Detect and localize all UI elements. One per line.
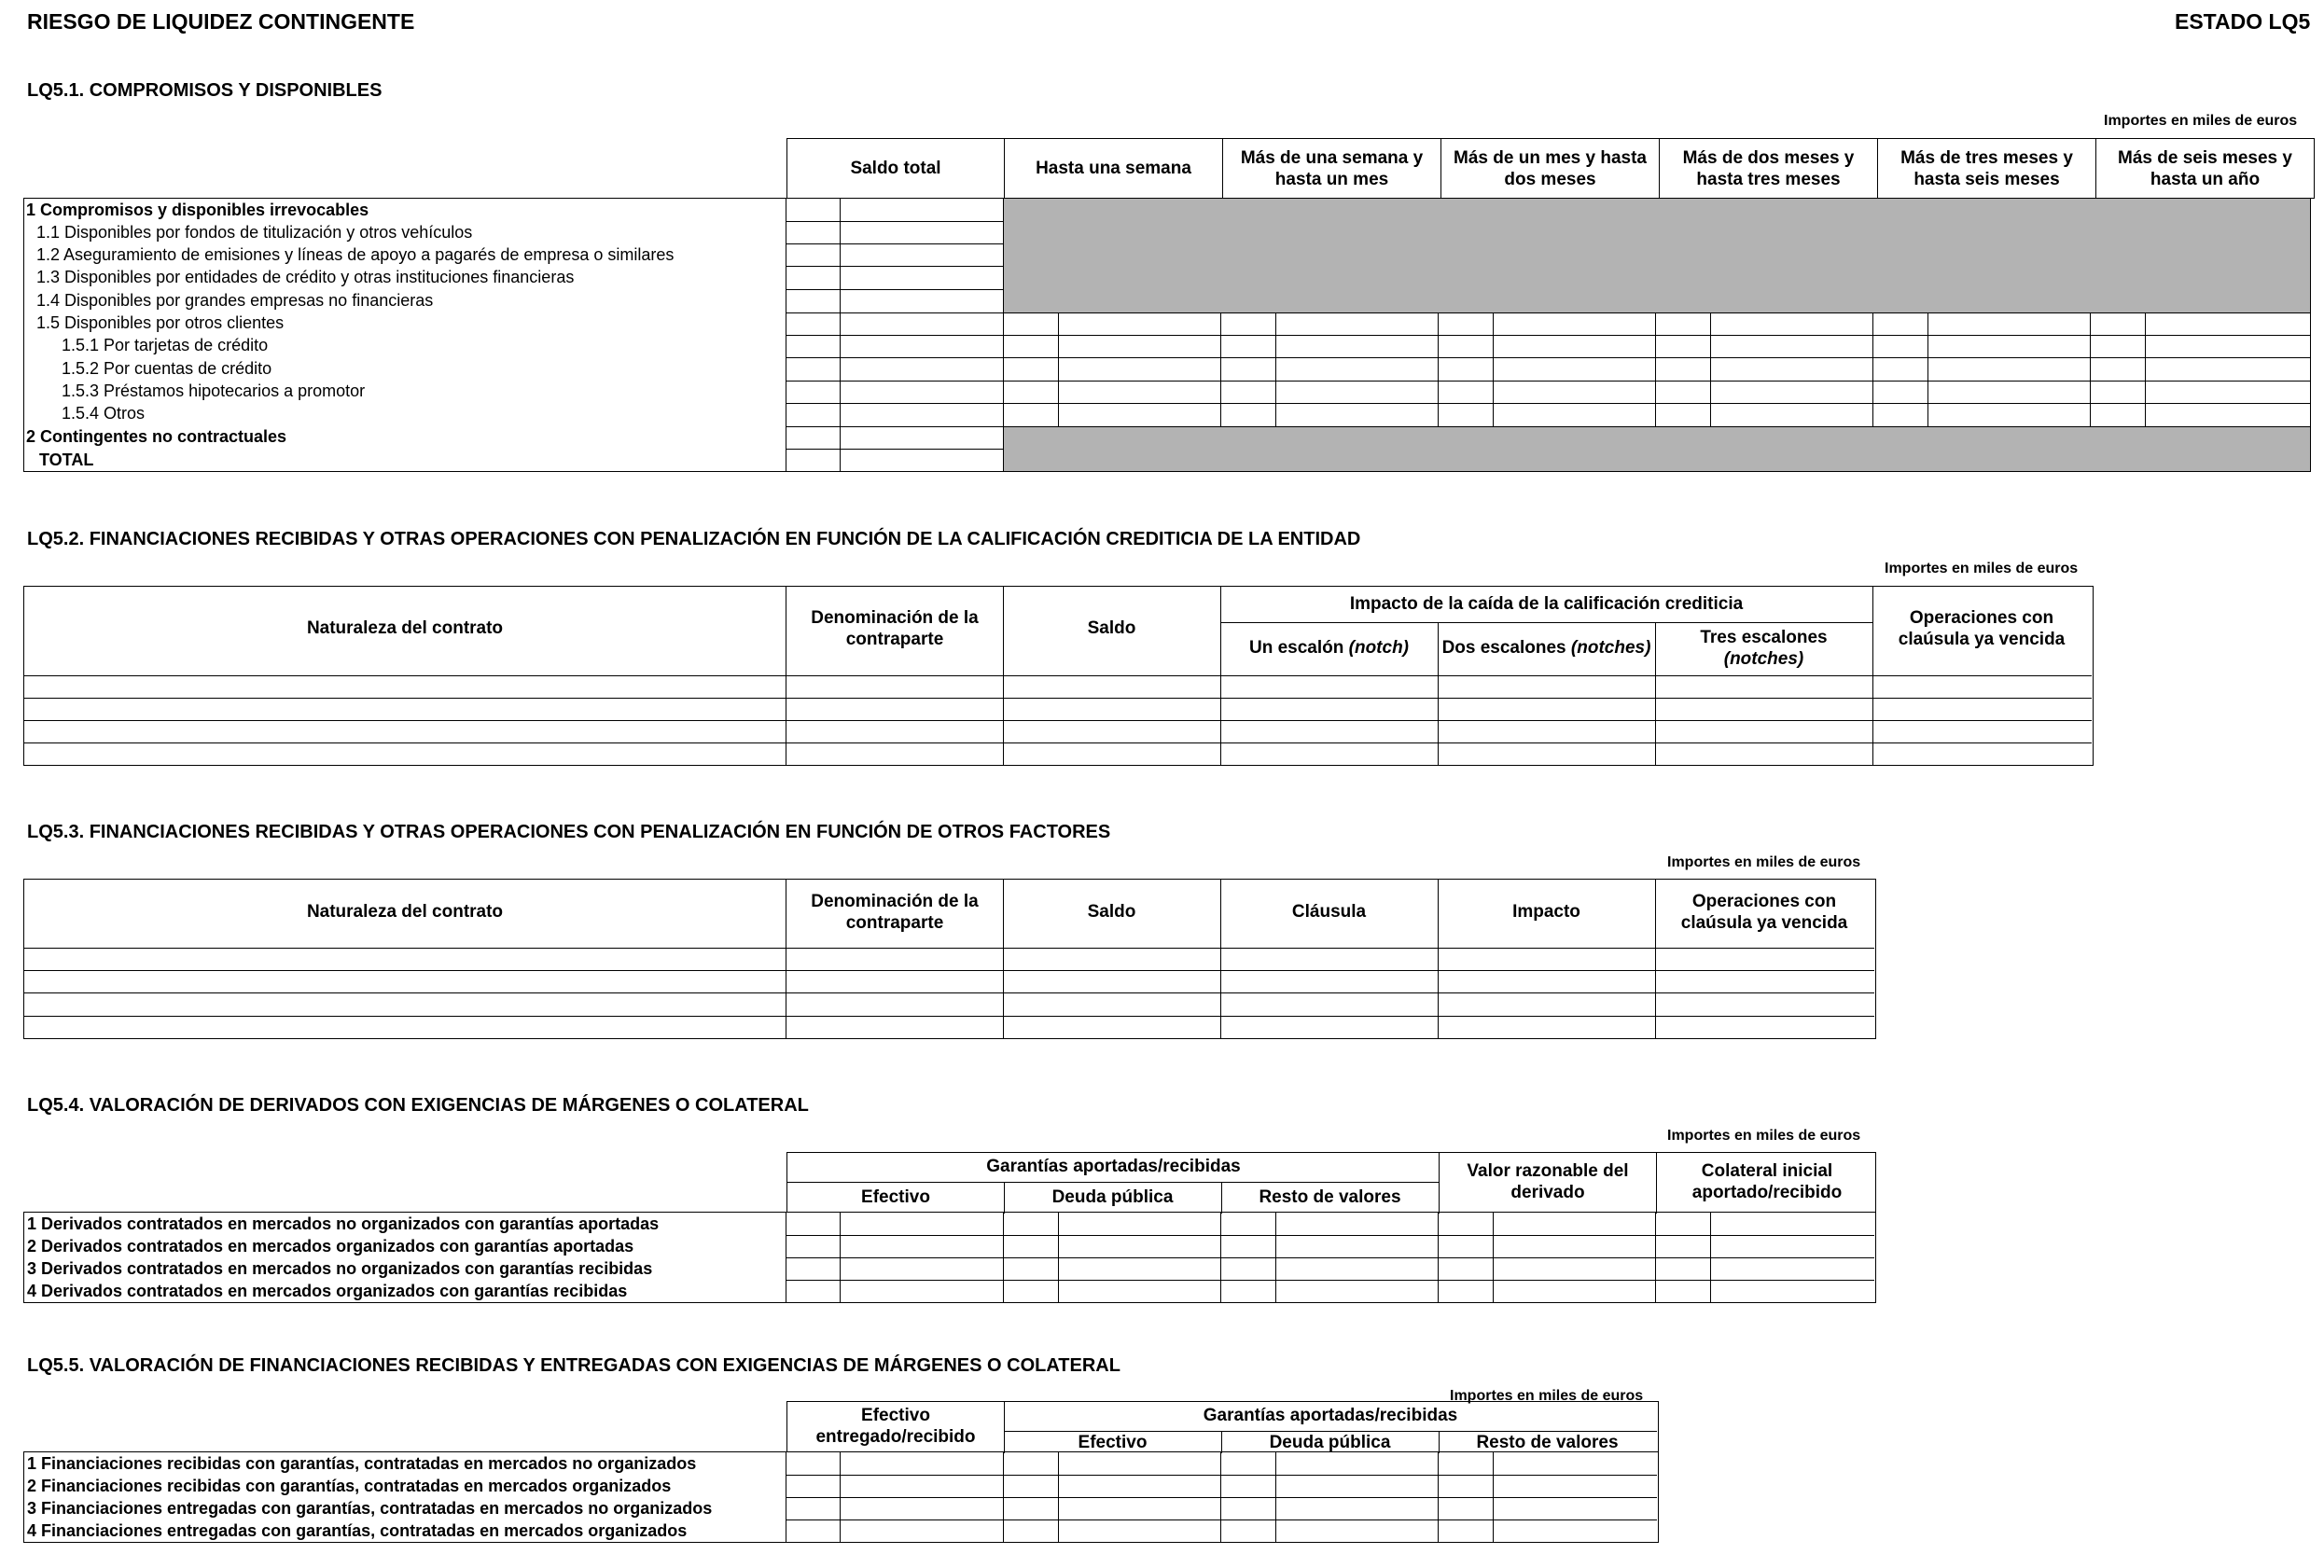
lq52-units: Importes en miles de euros bbox=[1885, 561, 2079, 576]
row-1-5-4: 1.5.4 Otros bbox=[62, 404, 146, 423]
lq55-header bbox=[786, 1401, 1659, 1452]
row-total: TOTAL bbox=[39, 451, 94, 469]
col-valor-razonable: Valor razonable del derivado bbox=[1467, 1161, 1629, 1202]
gray-area-bottom bbox=[1004, 426, 2310, 471]
lq54-header bbox=[786, 1152, 1876, 1213]
col-dos-tres: Más de dos meses y hasta tres meses bbox=[1660, 139, 1878, 199]
lq55-row-1: 1 Financiaciones recibidas con garantías, contratadas en mercados no organizados bbox=[27, 1454, 697, 1473]
lq55-body bbox=[23, 1451, 1659, 1543]
lq52-table bbox=[23, 586, 2094, 766]
row-1-5-2: 1.5.2 Por cuentas de crédito bbox=[62, 359, 272, 378]
col-deuda: Deuda pública bbox=[1269, 1433, 1391, 1452]
lq55-units: Importes en miles de euros bbox=[1450, 1388, 1644, 1404]
col-impacto: Impacto bbox=[1512, 902, 1580, 922]
col-seis-ano: Más de seis meses y hasta un año bbox=[2096, 139, 2315, 199]
col-dos-escalones: Dos escalones (notches) bbox=[1441, 638, 1651, 658]
col-denominacion: Denominación de la contraparte bbox=[811, 608, 979, 649]
lq54-row-4: 4 Derivados contratados en mercados organizados con garantías recibidas bbox=[27, 1282, 628, 1300]
col-efectivo-entregado: Efectivo entregado/recibido bbox=[815, 1406, 976, 1447]
col-deuda: Deuda pública bbox=[1051, 1187, 1174, 1207]
lq54-title: LQ5.4. VALORACIÓN DE DERIVADOS CON EXIGENCIAS DE MÁRGENES O COLATERAL bbox=[27, 1095, 809, 1116]
col-vencida: Operaciones con claúsula ya vencida bbox=[1898, 608, 2066, 649]
row-1-1: 1.1 Disponibles por fondos de titulización y otros vehículos bbox=[36, 223, 473, 242]
col-efectivo: Efectivo bbox=[861, 1187, 930, 1207]
row-1-3: 1.3 Disponibles por entidades de crédito y otras instituciones financieras bbox=[36, 268, 575, 286]
row-1: 1 Compromisos y disponibles irrevocables bbox=[26, 201, 369, 219]
lq55-title: LQ5.5. VALORACIÓN DE FINANCIACIONES RECIBIDAS Y ENTREGADAS CON EXIGENCIAS DE MÁRGENES O COLATERAL bbox=[27, 1355, 1120, 1376]
col-mes-dos: Más de un mes y hasta dos meses bbox=[1441, 139, 1660, 199]
col-resto: Resto de valores bbox=[1259, 1187, 1401, 1207]
lq55-row-4: 4 Financiaciones entregadas con garantías, contratadas en mercados organizados bbox=[27, 1521, 688, 1540]
lq55-row-3: 3 Financiaciones entregadas con garantías, contratadas en mercados no organizados bbox=[27, 1499, 713, 1518]
lq53-units: Importes en miles de euros bbox=[1667, 854, 1861, 870]
col-saldo-total: Saldo total bbox=[787, 139, 1005, 199]
lq52-title: LQ5.2. FINANCIACIONES RECIBIDAS Y OTRAS OPERACIONES CON PENALIZACIÓN EN FUNCIÓN DE LA CALIFICACIÓN CREDITICIA DE LA ENTIDAD bbox=[27, 529, 1361, 549]
col-hasta-semana: Hasta una semana bbox=[1005, 139, 1223, 199]
lq54-row-1: 1 Derivados contratados en mercados no organizados con garantías aportadas bbox=[27, 1214, 660, 1233]
col-impacto: Impacto de la caída de la calificación crediticia bbox=[1349, 594, 1744, 614]
lq54-row-3: 3 Derivados contratados en mercados no organizados con garantías recibidas bbox=[27, 1259, 653, 1278]
lq53-title: LQ5.3. FINANCIACIONES RECIBIDAS Y OTRAS OPERACIONES CON PENALIZACIÓN EN FUNCIÓN DE OTROS FACTORES bbox=[27, 822, 1111, 842]
col-naturaleza: Naturaleza del contrato bbox=[306, 902, 504, 922]
col-vencida: Operaciones con claúsula ya vencida bbox=[1680, 892, 1848, 933]
row-1-5-1: 1.5.1 Por tarjetas de crédito bbox=[62, 336, 269, 354]
col-colateral: Colateral inicial aportado/recibido bbox=[1691, 1161, 1843, 1202]
row-2: 2 Contingentes no contractuales bbox=[26, 427, 287, 446]
col-saldo: Saldo bbox=[1087, 618, 1136, 638]
lq51-title: LQ5.1. COMPROMISOS Y DISPONIBLES bbox=[27, 80, 383, 101]
row-1-4: 1.4 Disponibles por grandes empresas no financieras bbox=[36, 291, 434, 310]
col-clausula: Cláusula bbox=[1291, 902, 1367, 922]
col-garantias: Garantías aportadas/recibidas bbox=[1203, 1406, 1458, 1425]
col-tres-seis: Más de tres meses y hasta seis meses bbox=[1878, 139, 2096, 199]
col-efectivo: Efectivo bbox=[1078, 1433, 1148, 1452]
row-1-2: 1.2 Aseguramiento de emisiones y líneas de apoyo a pagarés de empresa o similares bbox=[36, 245, 675, 264]
lq51-body bbox=[23, 198, 2311, 472]
col-garantias: Garantías aportadas/recibidas bbox=[986, 1157, 1241, 1176]
col-semana-mes: Más de una semana y hasta un mes bbox=[1223, 139, 1441, 199]
gray-area-top bbox=[1004, 199, 2310, 312]
lq53-table bbox=[23, 879, 1876, 1039]
lq54-units: Importes en miles de euros bbox=[1667, 1128, 1861, 1144]
lq51-header bbox=[786, 138, 2315, 199]
lq54-row-2: 2 Derivados contratados en mercados organizados con garantías aportadas bbox=[27, 1237, 634, 1256]
row-1-5-3: 1.5.3 Préstamos hipotecarios a promotor bbox=[62, 382, 366, 400]
col-naturaleza: Naturaleza del contrato bbox=[306, 618, 504, 638]
page-title: RIESGO DE LIQUIDEZ CONTINGENTE bbox=[27, 9, 415, 34]
row-1-5: 1.5 Disponibles por otros clientes bbox=[36, 313, 285, 332]
col-un-escalon: Un escalón (notch) bbox=[1248, 638, 1410, 658]
lq51-units: Importes en miles de euros bbox=[2104, 113, 2298, 129]
estado-code: ESTADO LQ5 bbox=[2175, 9, 2311, 34]
lq55-row-2: 2 Financiaciones recibidas con garantías, contratadas en mercados organizados bbox=[27, 1477, 672, 1495]
col-denominacion: Denominación de la contraparte bbox=[811, 892, 979, 933]
col-tres-escalones: Tres escalones (notches) bbox=[1700, 628, 1828, 669]
col-saldo: Saldo bbox=[1087, 902, 1136, 922]
col-resto: Resto de valores bbox=[1476, 1433, 1619, 1452]
lq54-body bbox=[23, 1212, 1876, 1303]
